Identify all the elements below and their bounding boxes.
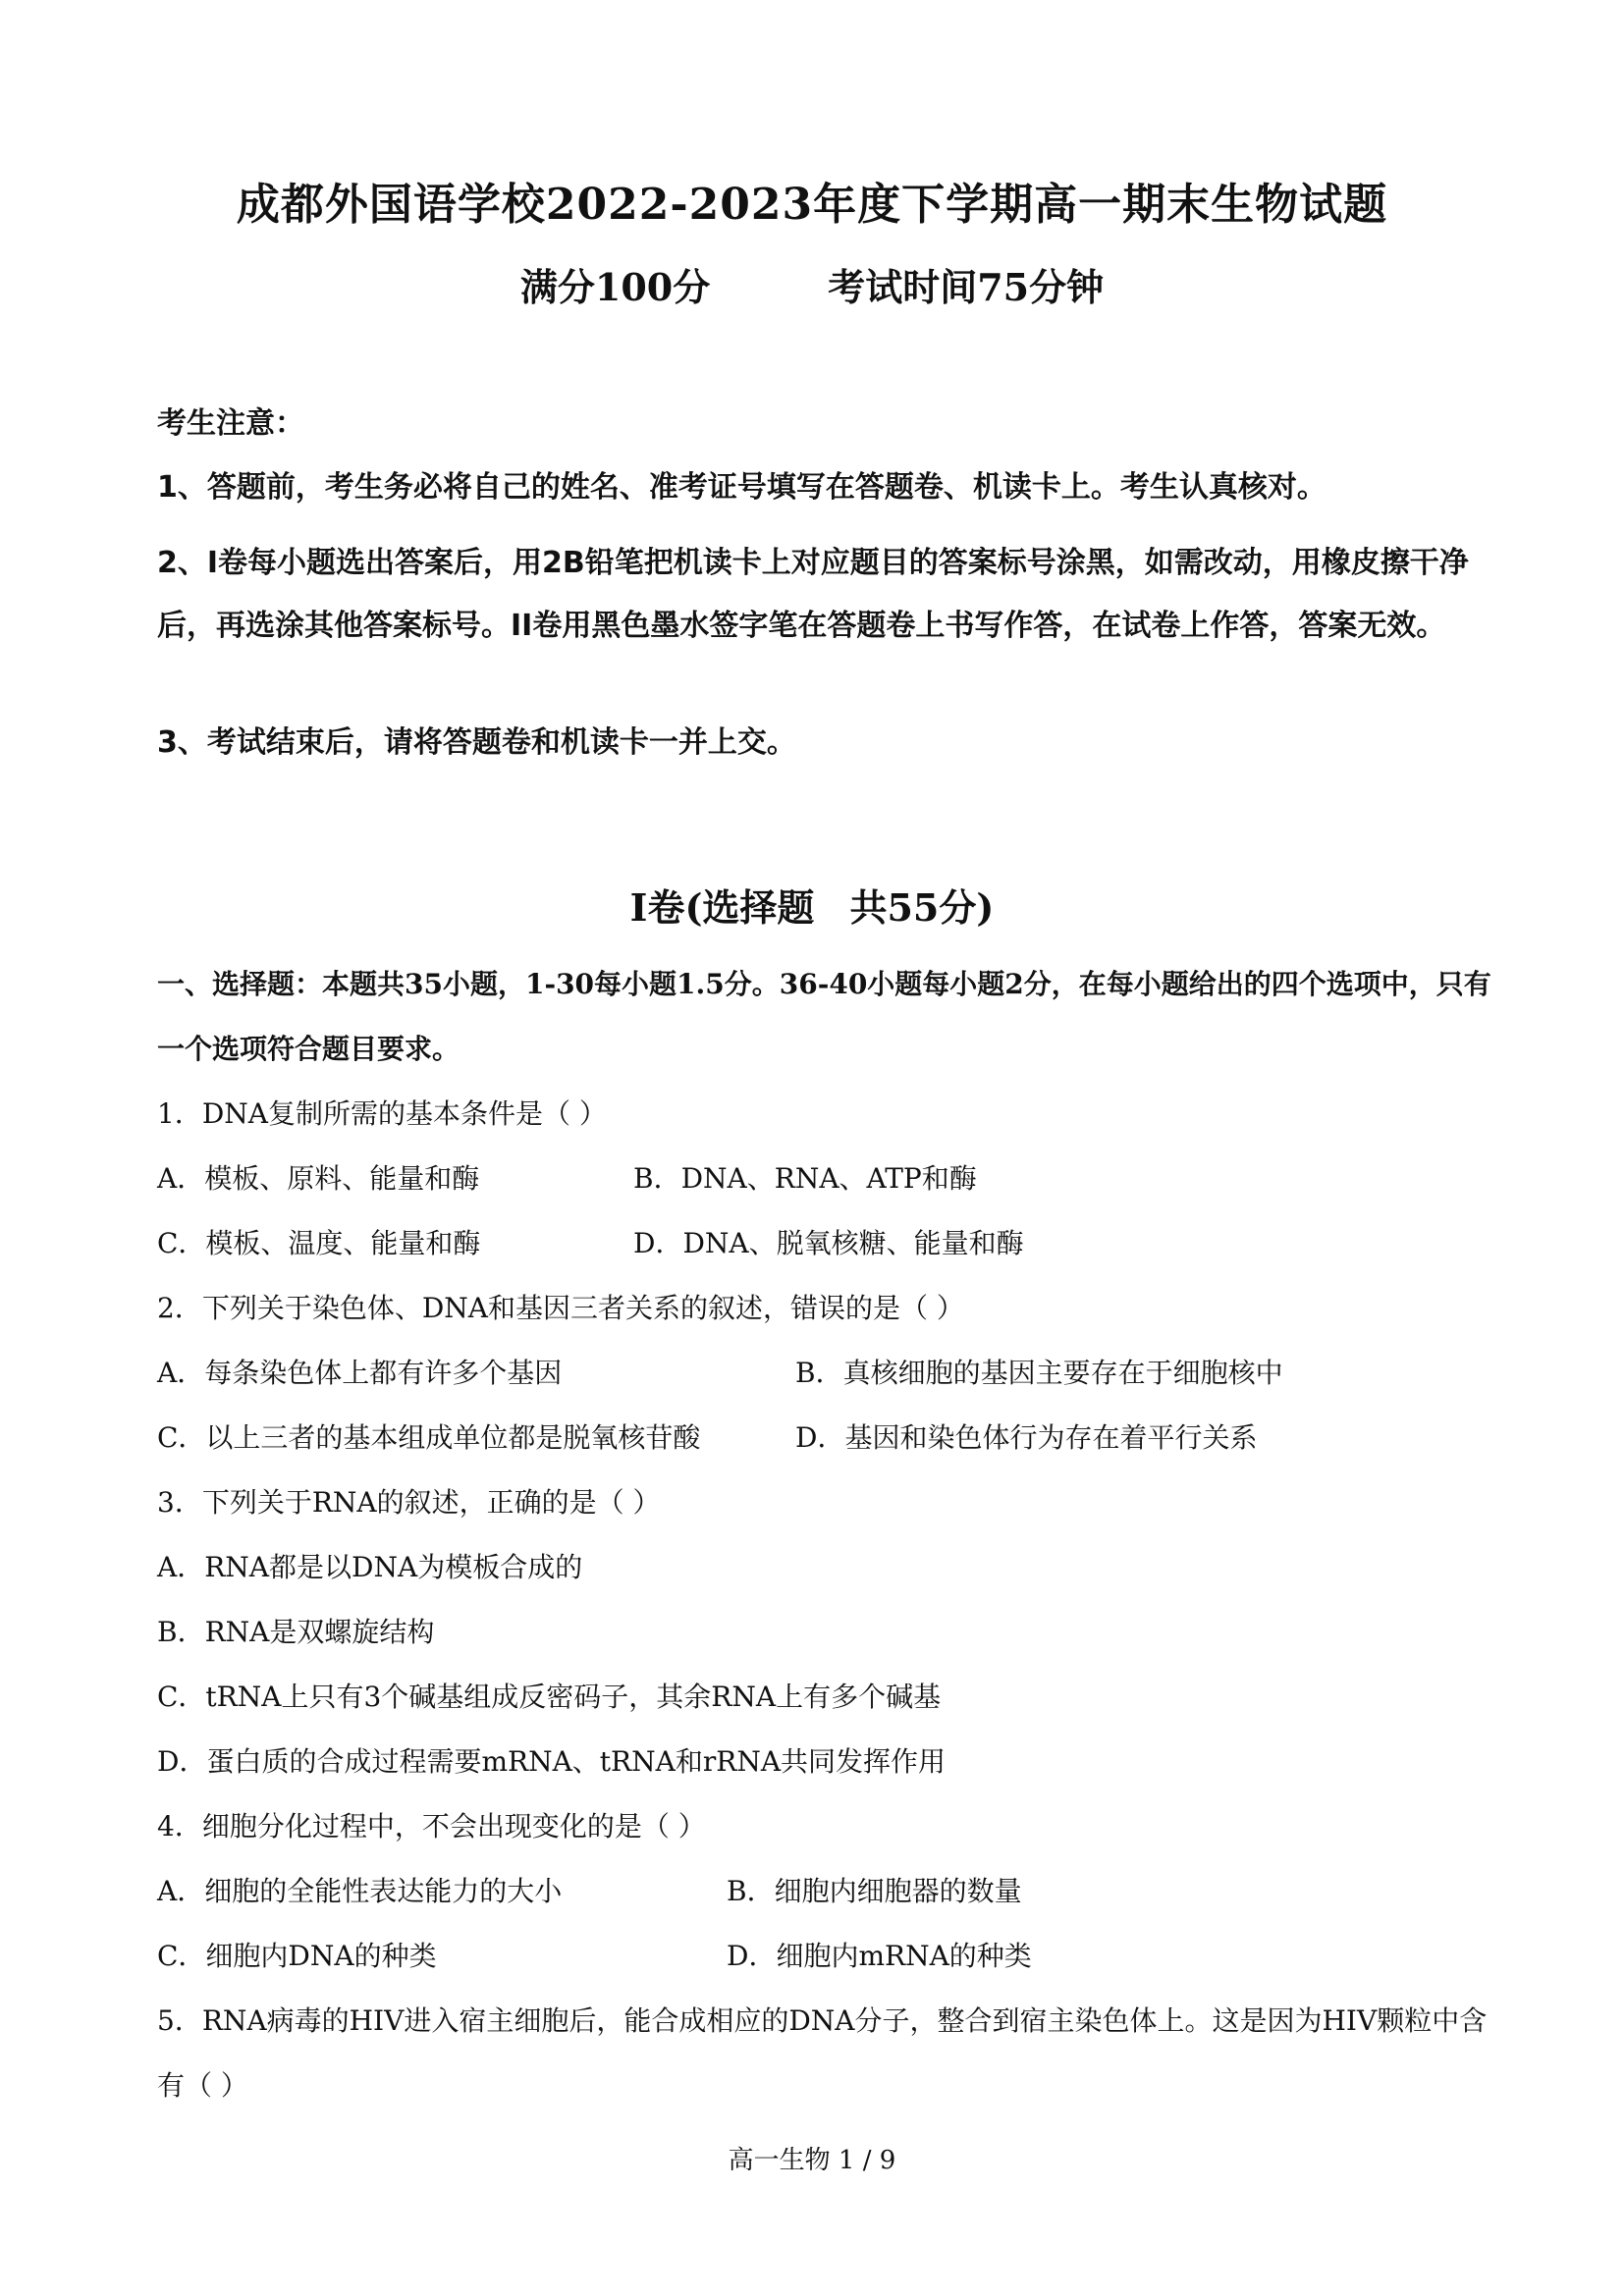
question-1-stem: 1．DNA复制所需的基本条件是（ ） <box>157 1097 607 1130</box>
q3-option-c: C．tRNA上只有3个碱基组成反密码子，其余RNA上有多个碱基 <box>157 1681 942 1713</box>
page-footer: 高一生物 1 / 9 <box>728 2146 896 2175</box>
section-instructions: 一、选择题：本题共35小题，1-30每小题1.5分。36-40小题每小题2分，在每小题给出的四个选项中，只有一个选项符合题目要求。 <box>157 968 1491 1065</box>
section-title-part-b: 共55分) <box>849 885 995 930</box>
notice-item-2: 2、I卷每小题选出答案后，用2B铅笔把机读卡上对应题目的答案标号涂黑，如需改动，用橡皮擦干净后，再选涂其他答案标号。II卷用黑色墨水签字笔在答题卷上书写作答，在试卷上作答，答案无效。 <box>157 546 1469 643</box>
question-2-options-row-2 <box>157 1406 1502 1470</box>
question-2-options-row-1 <box>157 1341 1502 1406</box>
q2-option-b: B．真核细胞的基因主要存在于细胞核中 <box>795 1357 1283 1389</box>
section-title <box>0 878 1624 932</box>
q4-option-d: D．细胞内mRNA的种类 <box>727 1940 1032 1972</box>
question-1-options-row-1 <box>157 1147 1502 1211</box>
q3-option-b: B．RNA是双螺旋结构 <box>157 1616 435 1648</box>
q1-option-a: A．模板、原料、能量和酶 <box>157 1162 480 1195</box>
q1-option-b: B．DNA、RNA、ATP和酶 <box>633 1162 977 1195</box>
notice-item-1: 1、答题前，考生务必将自己的姓名、准考证号填写在答题卷、机读卡上。考生认真核对。 <box>157 470 1326 505</box>
exam-title: 成都外国语学校2022-2023年度下学期高一期末生物试题 <box>236 180 1388 230</box>
q1-option-d: D．DNA、脱氧核糖、能量和酶 <box>633 1227 1024 1259</box>
q1-option-c: C．模板、温度、能量和酶 <box>157 1227 481 1259</box>
q3-option-d: D．蛋白质的合成过程需要mRNA、tRNA和rRNA共同发挥作用 <box>157 1745 947 1778</box>
question-2-stem: 2．下列关于染色体、DNA和基因三者关系的叙述，错误的是（ ） <box>157 1292 964 1324</box>
question-4-options-row-1 <box>157 1859 1502 1924</box>
question-3-stem: 3．下列关于RNA的叙述，正确的是（ ） <box>157 1486 661 1519</box>
notice-item-3: 3、考试结束后，请将答题卷和机读卡一并上交。 <box>157 725 796 760</box>
notice-heading: 考生注意： <box>157 406 304 441</box>
q2-option-c: C．以上三者的基本组成单位都是脱氧核苷酸 <box>157 1421 701 1454</box>
exam-time: 考试时间75分钟 <box>828 265 1105 309</box>
question-4-options-row-2 <box>157 1924 1502 1989</box>
question-1-options-row-2 <box>157 1211 1502 1276</box>
question-4-stem: 4．细胞分化过程中，不会出现变化的是（ ） <box>157 1810 706 1842</box>
q2-option-a: A．每条染色体上都有许多个基因 <box>157 1357 563 1389</box>
question-5-stem: 5．RNA病毒的HIV进入宿主细胞后，能合成相应的DNA分子，整合到宿主染色体上。这是因为HIV颗粒中含有（ ） <box>157 2004 1488 2102</box>
q2-option-d: D．基因和染色体行为存在着平行关系 <box>795 1421 1258 1454</box>
q4-option-c: C．细胞内DNA的种类 <box>157 1940 437 1972</box>
section-title-part-a: I卷(选择题 <box>629 885 815 930</box>
q4-option-b: B．细胞内细胞器的数量 <box>727 1875 1022 1907</box>
q3-option-a: A．RNA都是以DNA为模板合成的 <box>157 1551 583 1583</box>
exam-subtitle <box>0 257 1624 311</box>
full-score: 满分100分 <box>519 265 711 309</box>
q4-option-a: A．细胞的全能性表达能力的大小 <box>157 1875 563 1907</box>
